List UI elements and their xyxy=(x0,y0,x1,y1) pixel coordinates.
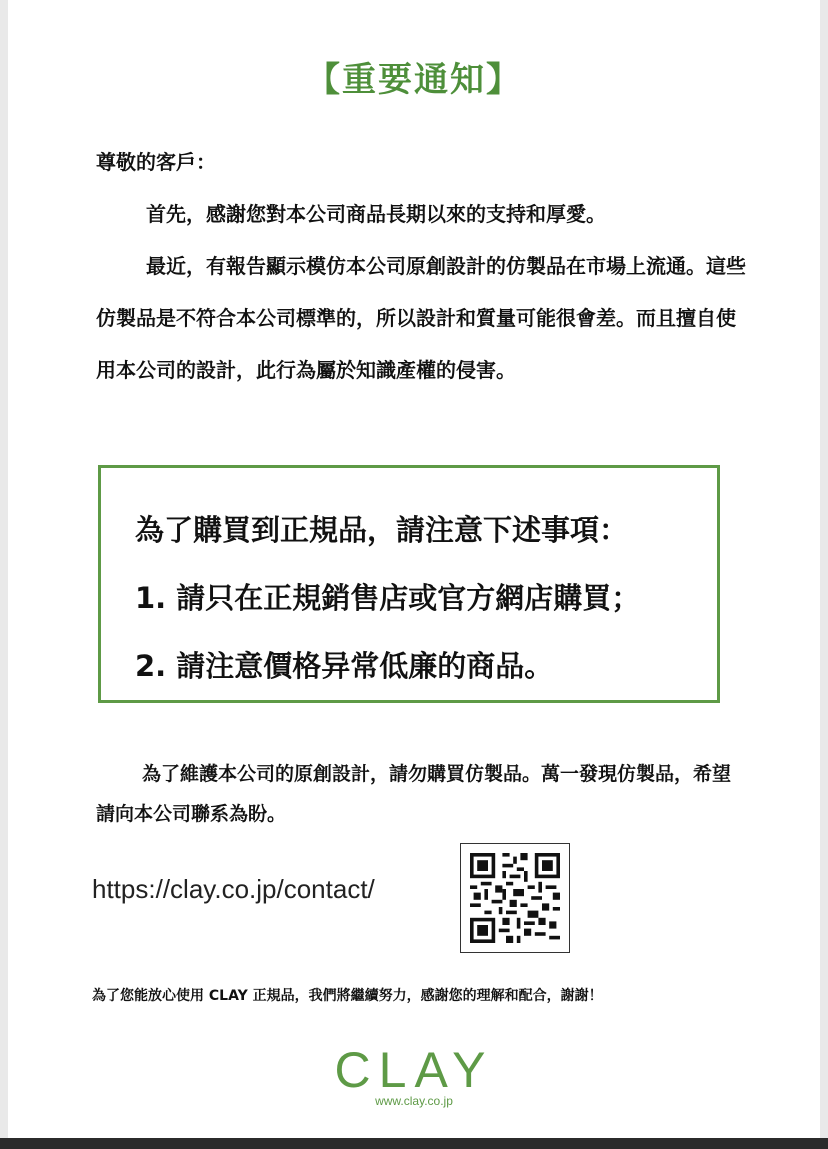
paragraph-counterfeit-report: 最近，有報告顯示模仿本公司原創設計的仿製品在市場上流通。這些仿製品是不符合本公司標準的，所以設計和質量可能很會差。而且擅自使用本公司的設計，此行為屬於知識產權的侵害。 xyxy=(96,254,746,382)
brand-url[interactable]: www.clay.co.jp xyxy=(375,1094,453,1108)
greeting: 尊敬的客戶： xyxy=(96,150,216,174)
paragraph-thanks: 首先，感謝您對本公司商品長期以來的支持和厚愛。 xyxy=(146,202,606,226)
contact-url[interactable]: https://clay.co.jp/contact/ xyxy=(92,874,375,904)
qr-code[interactable] xyxy=(460,843,570,953)
closing-thanks: 為了您能放心使用 CLAY 正規品，我們將繼續努力，感謝您的理解和配合，謝謝！ xyxy=(92,988,603,1004)
notice-box-item-2: 2. 請注意價格异常低廉的商品。 xyxy=(135,649,554,683)
paragraph-contact-request: 為了維護本公司的原創設計，請勿購買仿製品。萬一發現仿製品，希望請向本公司聯系為盼。 xyxy=(96,763,732,825)
qr-code-icon xyxy=(470,853,560,943)
bottom-bar xyxy=(0,1138,828,1149)
notice-page xyxy=(8,0,820,1138)
notice-title: 【重要通知】 xyxy=(306,60,522,100)
notice-box-heading: 為了購買到正規品，請注意下述事項： xyxy=(135,513,629,547)
notice-box-item-1: 1. 請只在正規銷售店或官方網店購買； xyxy=(135,581,641,615)
notice-box xyxy=(98,465,720,703)
brand-logo xyxy=(8,1042,820,1108)
brand-logo-text: CLAY xyxy=(334,1042,494,1098)
